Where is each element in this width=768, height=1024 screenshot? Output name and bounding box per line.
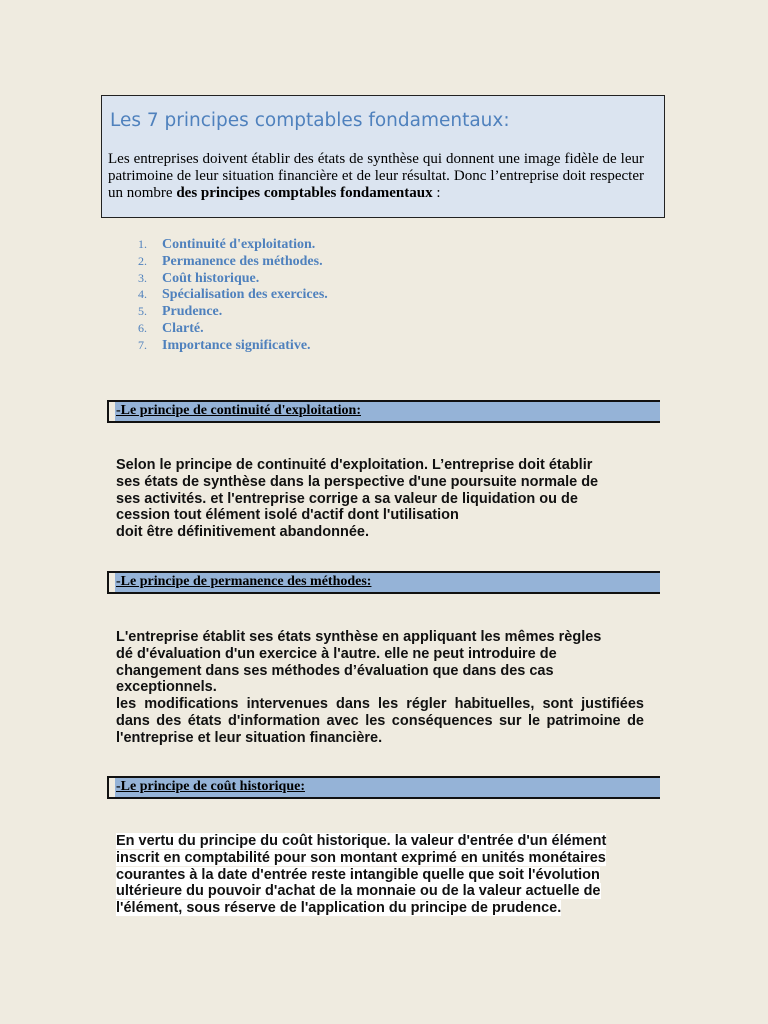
paragraph-line bbox=[116, 900, 644, 917]
highlighted-text: En vertu du principe du coût historique. la valeur d'entrée d'un élément bbox=[116, 833, 607, 849]
list-label: Permanence des méthodes. bbox=[162, 253, 323, 269]
paragraph-line bbox=[116, 883, 644, 900]
list-item bbox=[138, 253, 328, 270]
paragraph-line: exceptionnels. bbox=[116, 679, 217, 696]
list-item bbox=[138, 320, 328, 337]
paragraph-line: dé d'évaluation d'un exercice à l'autre. elle ne peut introduire de bbox=[116, 645, 557, 662]
paragraph-line: changement dans ses méthodes d’évaluation que dans des cas bbox=[116, 662, 554, 679]
list-label: Coût historique. bbox=[162, 270, 260, 286]
list-number: 1. bbox=[138, 237, 147, 251]
list-number: 3. bbox=[138, 270, 147, 285]
list-item bbox=[138, 303, 328, 320]
page-title: Les 7 principes comptables fondamentaux: bbox=[110, 110, 510, 131]
highlighted-text: courantes à la date d'entrée reste intangible quelle que soit l'évolution bbox=[116, 866, 600, 883]
section-paragraph-continuite bbox=[116, 457, 644, 541]
list-item bbox=[138, 286, 328, 303]
highlighted-text: l'élément, sous réserve de l'application du principe de prudence. bbox=[116, 900, 562, 917]
intro-text-bold: des principes comptables fondamentaux bbox=[176, 185, 433, 201]
section-heading-continuite bbox=[107, 400, 660, 423]
intro-paragraph bbox=[108, 151, 644, 202]
highlighted-text: inscrit en comptabilité pour son montant exprimé en unités monétaires bbox=[116, 849, 606, 866]
paragraph-line: doit être définitivement abandonnée. bbox=[116, 524, 369, 541]
section-heading-text: -Le principe de permanence des méthodes: bbox=[116, 574, 372, 589]
paragraph-line bbox=[116, 867, 644, 884]
section-paragraph-cout-historique bbox=[116, 833, 644, 917]
section-heading-text: -Le principe de continuité d'exploitation: bbox=[116, 403, 361, 418]
highlighted-text: ultérieure du pouvoir d'achat de la monnaie ou de la valeur actuelle de bbox=[116, 883, 601, 900]
principles-list bbox=[138, 236, 328, 354]
list-number: 6. bbox=[138, 320, 147, 335]
paragraph-line: cession tout élément isolé d'actif dont l'utilisation bbox=[116, 507, 459, 524]
intro-text-start: Les entreprises doivent établir des états de synthèse qui donnent une image fidèle de leur patrimoine de leur situation financière et de leur résultat. Donc l’entreprise doit respecter un nombre bbox=[108, 151, 644, 201]
paragraph-line bbox=[116, 833, 644, 850]
list-number: 5. bbox=[138, 304, 147, 319]
list-label: Prudence. bbox=[162, 304, 223, 320]
paragraph-line: ses états de synthèse dans la perspective d'une poursuite normale de bbox=[116, 473, 599, 490]
list-label: Spécialisation des exercices. bbox=[162, 287, 328, 303]
list-item bbox=[138, 337, 328, 354]
section-heading-cout-historique bbox=[107, 776, 660, 799]
section-heading-permanence bbox=[107, 571, 660, 594]
paragraph-line bbox=[116, 850, 644, 867]
list-item bbox=[138, 236, 328, 253]
list-label: Importance significative. bbox=[162, 337, 311, 353]
list-label: Clarté. bbox=[162, 320, 204, 336]
paragraph-line: Selon le principe de continuité d'exploitation. L’entreprise doit établir bbox=[116, 457, 593, 473]
list-number: 7. bbox=[138, 337, 147, 352]
intro-box bbox=[101, 95, 665, 218]
list-label: Continuité d'exploitation. bbox=[162, 237, 316, 252]
paragraph-line: ses activités. et l'entreprise corrige a sa valeur de liquidation ou de bbox=[116, 490, 578, 507]
intro-text-end: : bbox=[432, 185, 441, 201]
list-number: 2. bbox=[138, 253, 147, 268]
paragraph-justified: les modifications intervenues dans les régler habituelles, sont justifiées dans des états d'information avec les conséquences sur le patrimoine de l'entreprise et leur situation financière. bbox=[116, 696, 644, 746]
list-item bbox=[138, 270, 328, 287]
section-heading-text: -Le principe de coût historique: bbox=[116, 779, 305, 794]
section-paragraph-permanence bbox=[116, 629, 644, 747]
list-number: 4. bbox=[138, 287, 147, 302]
paragraph-line: L'entreprise établit ses états synthèse en appliquant les mêmes règles bbox=[116, 629, 602, 645]
